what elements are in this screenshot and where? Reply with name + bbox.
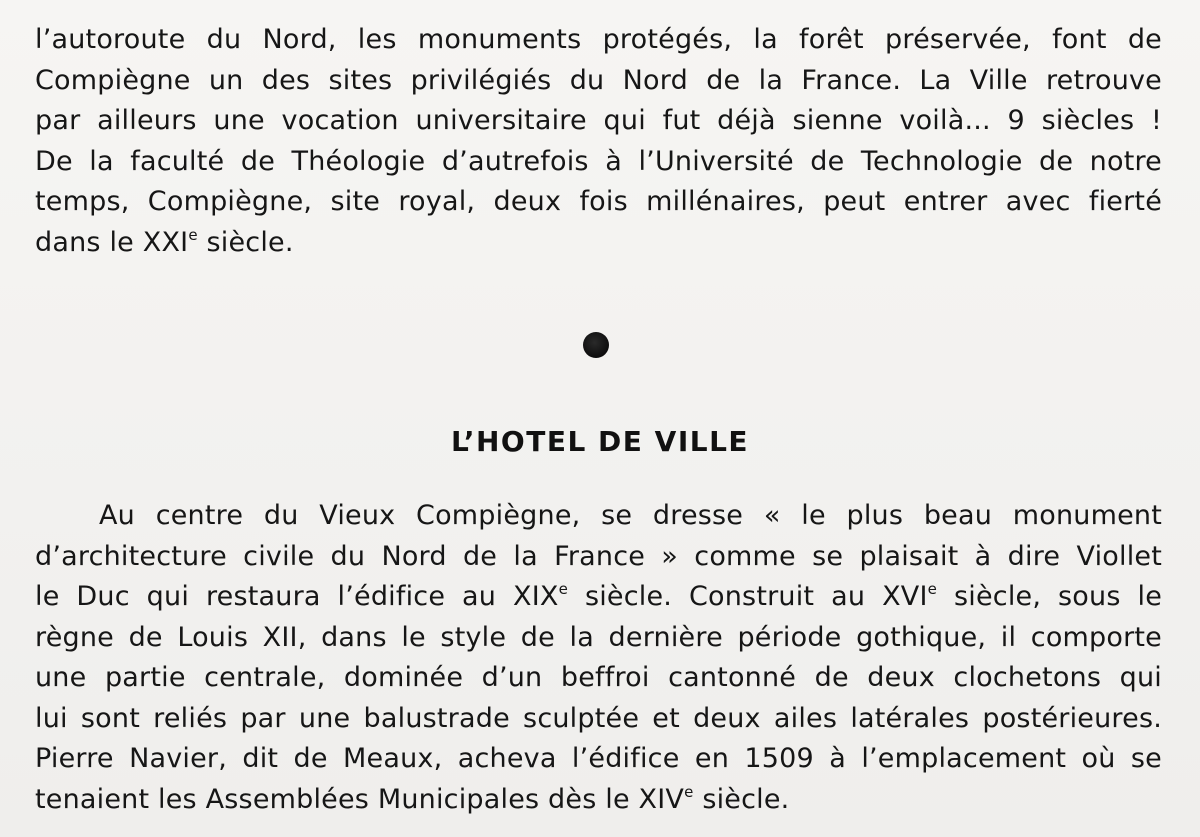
text-line: Pierre Navier, dit de Meaux, acheva l’édifice en 1509 à l’emplacement où se [35,743,1162,774]
text-line: l’autoroute du Nord, les monuments protégés, la forêt préservée, font de [35,24,1162,55]
text-line: temps, Compiègne, site royal, deux fois millénaires, peut entrer avec fierté [35,186,1162,217]
superscript: e [927,580,938,598]
superscript: e [558,580,569,598]
text-line: Compiègne un des sites privilégiés du Nord de la France. La Ville retrouve [35,64,1162,96]
text-line: par ailleurs une vocation universitaire qui fut déjà sienne voilà... 9 siècles ! [35,105,1162,136]
text-line [35,577,1162,618]
filled-circle-separator-icon [583,332,609,358]
text-fragment: le Duc qui restaura l’édifice au XIX [35,581,559,612]
superscript: e [188,225,198,244]
text-fragment: siècle. [693,783,790,815]
text-line: règne de Louis XII, dans le style de la dernière période gothique, il comporte [35,621,1162,653]
text-fragment: tenaient les Assemblées Municipales dès le XIV [35,783,685,815]
text-line: De la faculté de Théologie d’autrefois à l’Université de Technologie de notre [35,145,1162,177]
section-heading: L’HOTEL DE VILLE [450,425,750,458]
text-line: d’architecture civile du Nord de la France » comme se plaisait à dire Viollet [35,540,1162,572]
text-line [35,780,1162,821]
superscript: e [684,782,694,801]
text-fragment: siècle, sous le [937,581,1163,612]
hotel-de-ville-paragraph [35,496,1162,820]
text-line [35,223,1162,264]
text-line: lui sont reliés par une balustrade sculptée et deux ailes latérales postérieures. [35,702,1162,734]
text-fragment: dans le XXI [35,226,189,258]
text-line: une partie centrale, dominée d’un beffroi cantonné de deux clochetons qui [35,662,1162,693]
intro-paragraph [35,20,1162,263]
text-line: Au centre du Vieux Compiègne, se dresse « le plus beau monument [99,500,1162,531]
text-fragment: siècle. Construit au XVI [568,581,928,612]
text-fragment: siècle. [197,226,294,258]
